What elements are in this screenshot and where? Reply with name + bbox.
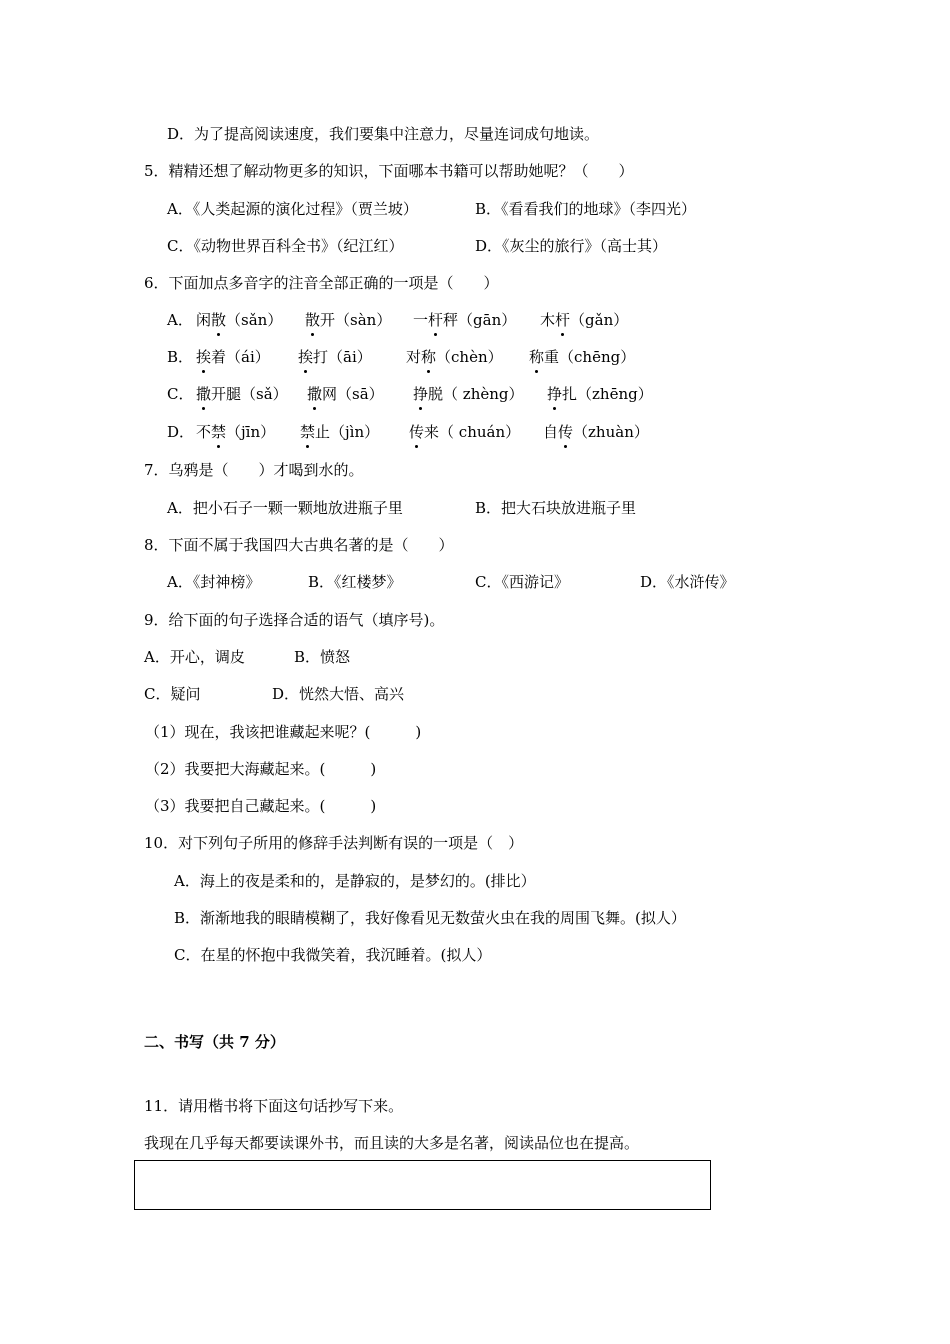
q7-option-b: B．把大石块放进瓶子里	[475, 499, 637, 517]
q7-stem: 7．乌鸦是（ ）才喝到水的。	[144, 461, 364, 479]
q6-b-item-2: 挨打（āi）	[298, 348, 372, 366]
q10-option-c: C．在星的怀抱中我微笑着，我沉睡着。(拟人）	[174, 946, 492, 964]
q8-option-c: C．《西游记》	[475, 573, 569, 591]
q6-option-b-label: B．	[167, 348, 194, 366]
q5-option-d: D．《灰尘的旅行》（高士其）	[475, 237, 668, 255]
q11-stem: 11．请用楷书将下面这句话抄写下来。	[144, 1097, 404, 1115]
q8-option-b: B．《红楼梦》	[308, 573, 402, 591]
q9-option-a: A．开心，调皮	[144, 648, 245, 666]
q9-sentence-3: （3）我要把自己藏起来。( )	[145, 797, 377, 815]
q6-c-item-3: 挣脱（ zhèng）	[413, 385, 524, 403]
q6-stem: 6．下面加点多音字的注音全部正确的一项是（ ）	[144, 274, 499, 292]
q5-option-c: C．《动物世界百科全书》（纪江红）	[167, 237, 404, 255]
q6-option-c-label: C．	[167, 385, 194, 403]
q8-option-a: A．《封神榜》	[167, 573, 261, 591]
answer-box[interactable]	[134, 1160, 711, 1210]
q6-c-item-1: 撒开腿（sǎ）	[196, 385, 288, 403]
q7-option-a: A．把小石子一颗一颗地放进瓶子里	[167, 499, 403, 517]
q6-option-d-label: D．	[167, 423, 195, 441]
q5-stem: 5．精精还想了解动物更多的知识，下面哪本书籍可以帮助她呢？（ ）	[144, 162, 634, 180]
q6-c-item-4: 挣扎（zhēng）	[547, 385, 653, 403]
q9-sentence-1: （1）现在，我该把谁藏起来呢？( )	[145, 723, 422, 741]
q6-b-item-1: 挨着（ái）	[196, 348, 270, 366]
section-title: 二、书写（共 7 分）	[144, 1033, 285, 1051]
q9-sentence-2: （2）我要把大海藏起来。( )	[145, 760, 377, 778]
q5-option-b: B．《看看我们的地球》（李四光）	[475, 200, 697, 218]
q10-stem: 10．对下列句子所用的修辞手法判断有误的一项是（ ）	[144, 834, 524, 852]
q6-d-item-1: 不禁（jīn）	[196, 423, 276, 441]
q4-option-d: D．为了提高阅读速度，我们要集中注意力，尽量连词成句地读。	[167, 125, 600, 143]
q6-d-item-3: 传来（ chuán）	[409, 423, 521, 441]
q6-d-item-4: 自传（zhuàn）	[543, 423, 649, 441]
q6-c-item-2: 撒网（sā）	[307, 385, 384, 403]
q6-b-item-4: 称重（chēng）	[529, 348, 636, 366]
q6-a-item-3: 一杆秤（gān）	[413, 311, 517, 329]
q6-d-item-2: 禁止（jìn）	[300, 423, 380, 441]
q6-a-item-4: 木杆（gǎn）	[540, 311, 629, 329]
q10-option-b: B．渐渐地我的眼睛模糊了，我好像看见无数萤火虫在我的周围飞舞。(拟人）	[174, 909, 686, 927]
q8-option-d: D．《水浒传》	[640, 573, 735, 591]
q6-option-a-label: A．	[167, 311, 193, 329]
q11-sentence: 我现在几乎每天都要读课外书，而且读的大多是名著，阅读品位也在提高。	[144, 1134, 640, 1152]
q8-stem: 8．下面不属于我国四大古典名著的是（ ）	[144, 536, 454, 554]
q9-option-d: D．恍然大悟、高兴	[272, 685, 405, 703]
q6-a-item-1: 闲散（sǎn）	[196, 311, 283, 329]
q9-option-b: B．愤怒	[294, 648, 351, 666]
q9-option-c: C．疑问	[144, 685, 201, 703]
q6-b-item-3: 对称（chèn）	[406, 348, 503, 366]
q6-a-item-2: 散开（sàn）	[305, 311, 392, 329]
q9-stem: 9．给下面的句子选择合适的语气（填序号)。	[144, 611, 445, 629]
q10-option-a: A．海上的夜是柔和的，是静寂的，是梦幻的。(排比）	[174, 872, 536, 890]
q5-option-a: A．《人类起源的演化过程》（贾兰坡）	[167, 200, 418, 218]
